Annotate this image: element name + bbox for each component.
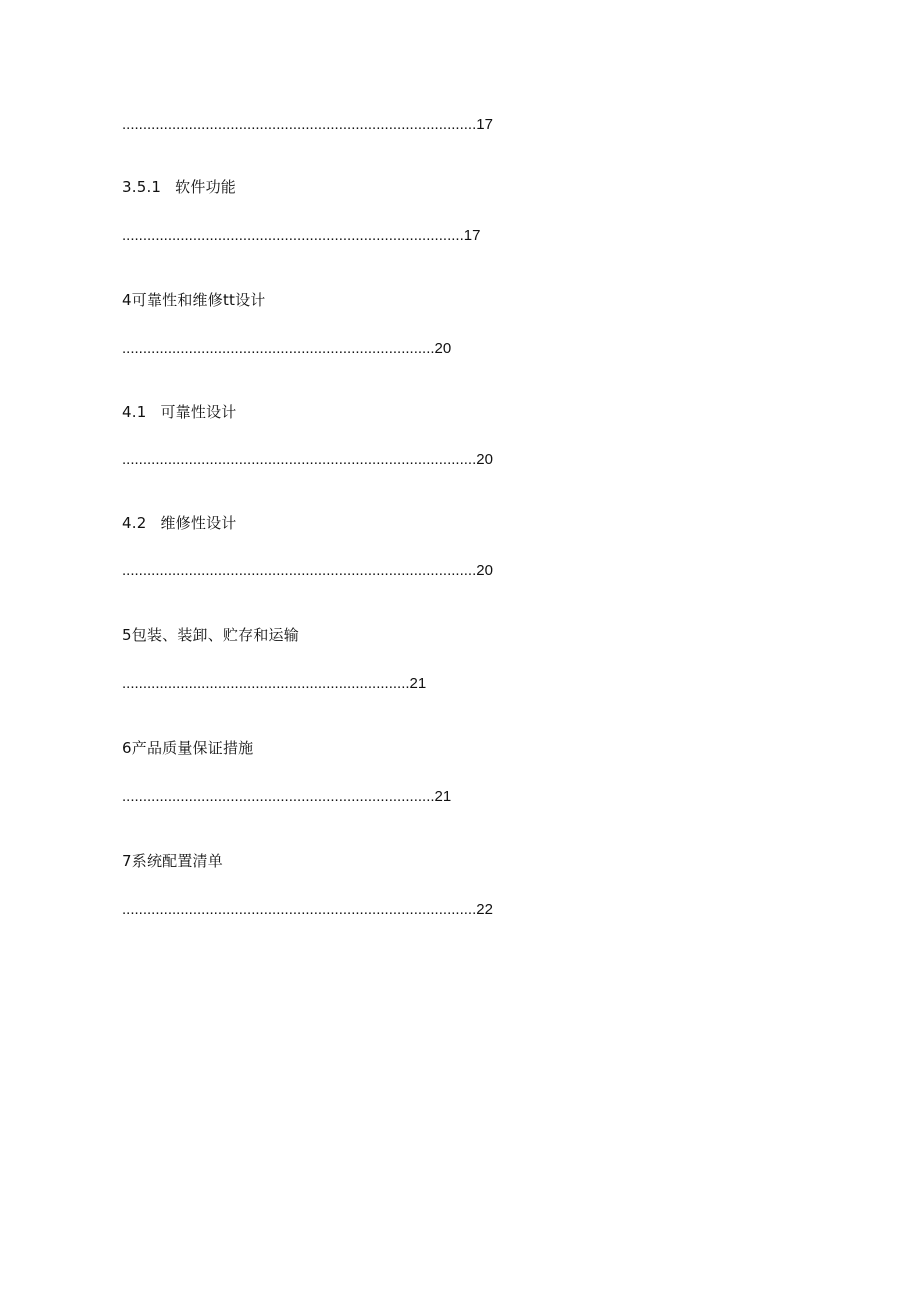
- toc-entry-heading[interactable]: [122, 402, 236, 422]
- section-number: 4.1: [122, 403, 147, 421]
- section-title: 6产品质量保证措施: [122, 739, 254, 757]
- toc-leader-page: .....................................................................................20: [122, 451, 493, 468]
- toc-leader-page: .....................................................................................20: [122, 562, 493, 579]
- section-title: 可靠性设计: [160, 403, 237, 421]
- toc-leader-page: .....................................................................................22: [122, 901, 493, 918]
- toc-leader-line[interactable]: [122, 338, 451, 359]
- toc-leader-line[interactable]: [122, 449, 493, 470]
- toc-leader-line[interactable]: [122, 673, 426, 694]
- section-title: 7系统配置清单: [122, 852, 223, 870]
- toc-entry-heading[interactable]: [122, 290, 266, 310]
- toc-entry-heading[interactable]: [122, 513, 236, 533]
- toc-leader-line[interactable]: [122, 560, 493, 581]
- toc-entry-heading[interactable]: [122, 625, 299, 645]
- toc-leader-page: ...........................................................................20: [122, 340, 452, 357]
- section-title: 4可靠性和维修tt设计: [122, 291, 266, 309]
- section-number: 3.5.1: [122, 178, 162, 196]
- toc-entry-heading[interactable]: [122, 177, 236, 197]
- section-title: 维修性设计: [160, 514, 237, 532]
- toc-leader-page: .....................................................................21: [122, 675, 427, 692]
- toc-entry-heading[interactable]: [122, 851, 223, 871]
- toc-entry-heading[interactable]: [122, 738, 253, 758]
- toc-leader-page: ..................................................................................17: [122, 227, 481, 244]
- toc-leader-line[interactable]: [122, 899, 493, 920]
- toc-leader-page: .....................................................................................17: [122, 116, 493, 133]
- section-number: 4.2: [122, 514, 147, 532]
- toc-leader-line[interactable]: [122, 225, 480, 246]
- section-title: 软件功能: [175, 178, 236, 196]
- toc-leader-page: ...........................................................................21: [122, 788, 452, 805]
- section-title: 5包装、装卸、贮存和运输: [122, 626, 299, 644]
- toc-leader-line[interactable]: [122, 114, 493, 135]
- toc-leader-line[interactable]: [122, 786, 451, 807]
